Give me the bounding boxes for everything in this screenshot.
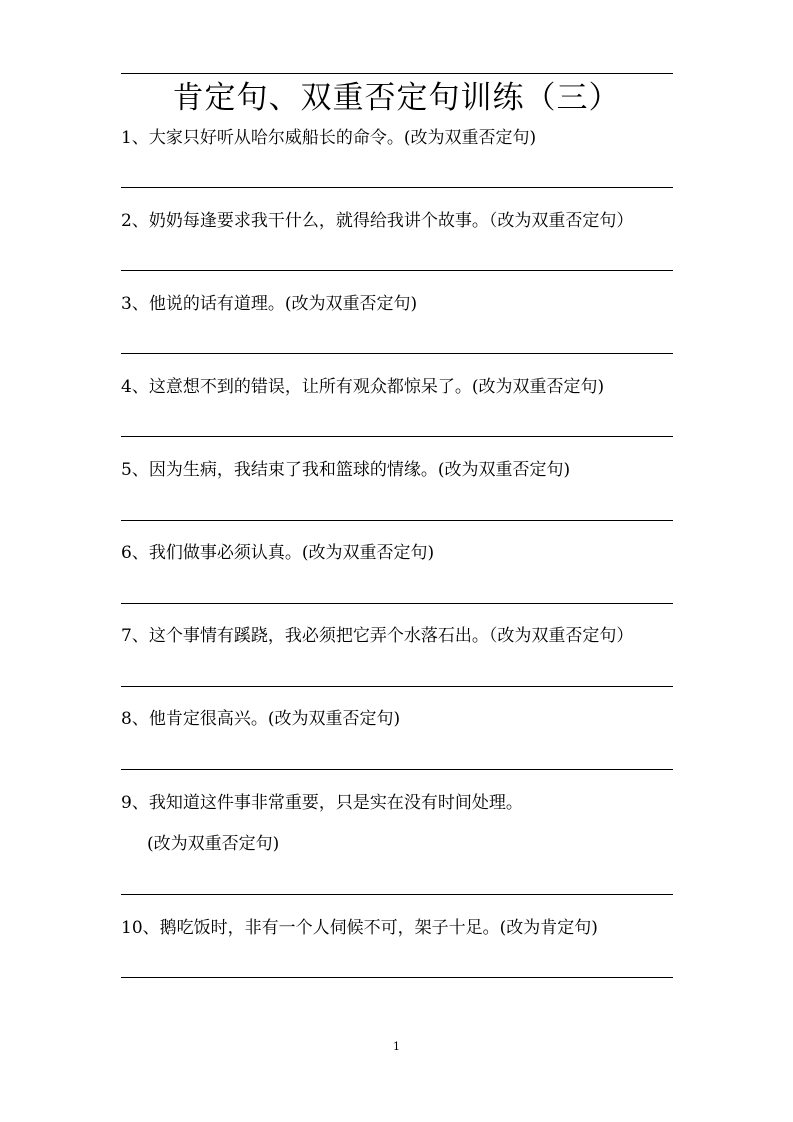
page-number: 1: [393, 1040, 400, 1053]
answer-line-1[interactable]: [121, 187, 673, 188]
question-9-instruction: (改为双重否定句): [147, 834, 280, 854]
question-1: 1、大家只好听从哈尔威船长的命令。(改为双重否定句): [121, 128, 537, 148]
question-10: 10、鹅吃饭时，非有一个人伺候不可，架子十足。(改为肯定句): [121, 918, 598, 938]
question-9: 9、我知道这件事非常重要，只是实在没有时间处理。: [121, 793, 523, 813]
answer-line-8[interactable]: [121, 769, 673, 770]
question-3: 3、他说的话有道理。(改为双重否定句): [121, 294, 418, 314]
question-7: 7、这个事情有蹊跷，我必须把它弄个水落石出。（改为双重否定句）: [121, 626, 634, 646]
answer-line-7[interactable]: [121, 686, 673, 687]
answer-line-5[interactable]: [121, 520, 673, 521]
question-2: 2、奶奶每逢要求我干什么，就得给我讲个故事。（改为双重否定句）: [121, 211, 634, 231]
question-4: 4、这意想不到的错误，让所有观众都惊呆了。(改为双重否定句): [121, 377, 605, 397]
answer-line-3[interactable]: [121, 353, 673, 354]
question-6: 6、我们做事必须认真。(改为双重否定句): [121, 543, 435, 563]
answer-line-2[interactable]: [121, 270, 673, 271]
question-5: 5、因为生病，我结束了我和篮球的情缘。(改为双重否定句): [121, 460, 571, 480]
answer-line-6[interactable]: [121, 603, 673, 604]
answer-line-4[interactable]: [121, 436, 673, 437]
top-rule: [121, 73, 673, 74]
page-title: 肯定句、双重否定句训练（三）: [172, 80, 621, 116]
answer-line-10[interactable]: [121, 977, 673, 978]
question-8: 8、他肯定很高兴。(改为双重否定句): [121, 709, 401, 729]
answer-line-9[interactable]: [121, 894, 673, 895]
